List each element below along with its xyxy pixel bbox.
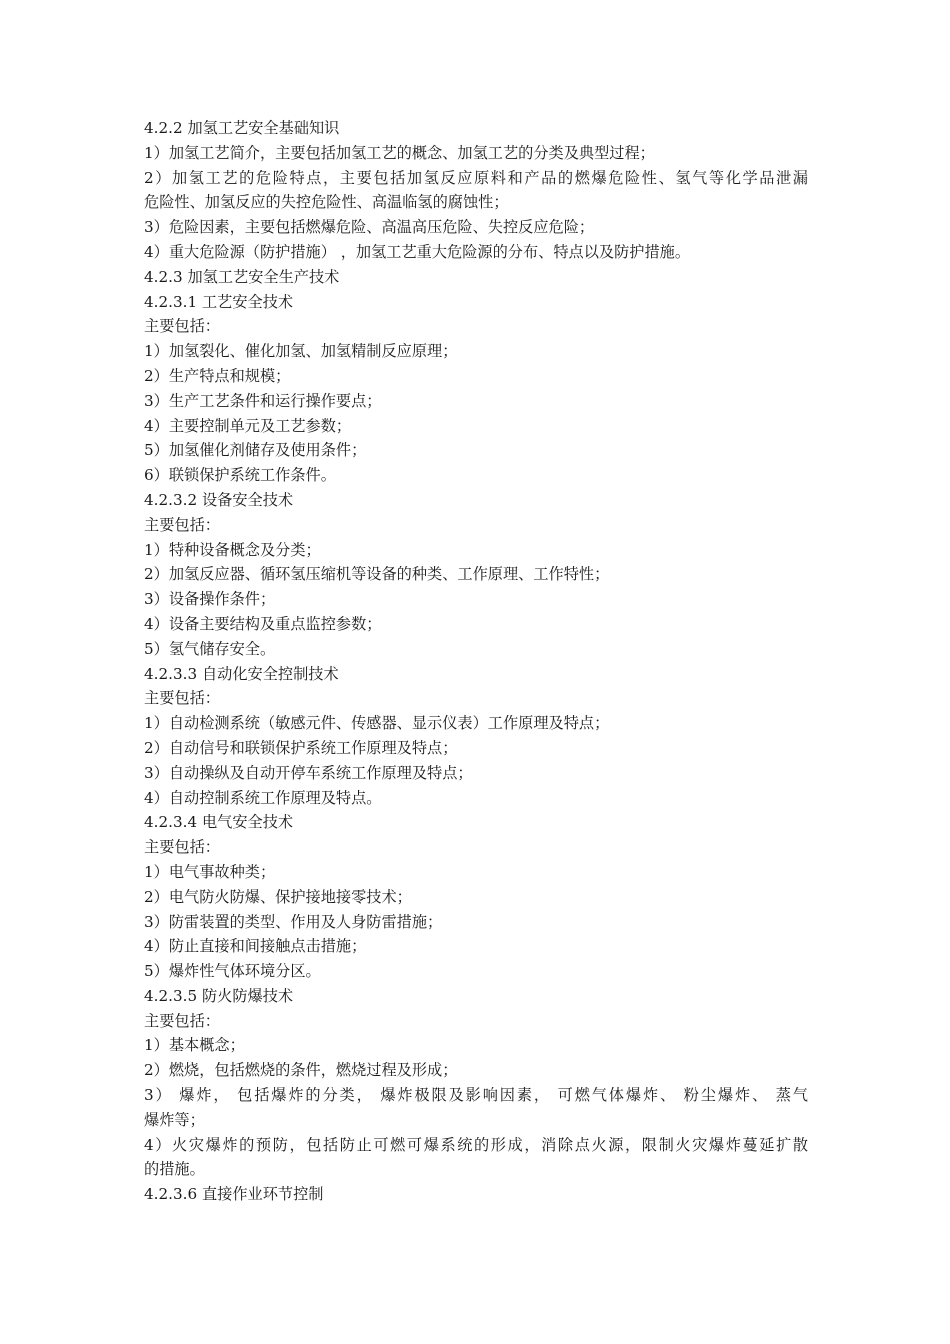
section-heading: 4.2.2 加氢工艺安全基础知识 — [144, 119, 340, 137]
list-item: 3）设备操作条件； — [144, 590, 276, 609]
list-item: 1）加氢裂化、催化加氢、加氢精制反应原理； — [144, 342, 458, 361]
intro-text: 主要包括： — [144, 689, 220, 708]
list-item: 2）燃烧，包括燃烧的条件，燃烧过程及形成； — [144, 1061, 458, 1080]
list-item-continuation: 爆炸等； — [144, 1110, 205, 1129]
list-item: 2）自动信号和联锁保护系统工作原理及特点； — [144, 738, 458, 757]
list-item: 3）危险因素，主要包括燃爆危险、高温高压危险、失控反应危险； — [144, 218, 595, 237]
list-item: 5）氢气储存安全。 — [144, 639, 276, 658]
list-item: 1）电气事故种类； — [144, 862, 276, 881]
list-item: 1）基本概念； — [144, 1036, 245, 1055]
list-item: 1）特种设备概念及分类； — [144, 540, 321, 559]
list-item: 2）生产特点和规模； — [144, 366, 291, 385]
list-item: 1）加氢工艺简介，主要包括加氢工艺的概念、加氢工艺的分类及典型过程； — [144, 143, 655, 162]
list-item: 3）生产工艺条件和运行操作要点； — [144, 391, 382, 410]
document-body — [144, 116, 808, 1207]
list-item: 5）爆炸性气体环境分区。 — [144, 962, 321, 981]
list-item-continuation: 危险性、加氢反应的失控危险性、高温临氢的腐蚀性； — [144, 193, 509, 212]
intro-text: 主要包括： — [144, 515, 220, 534]
intro-text: 主要包括： — [144, 317, 220, 336]
list-item: 3） 爆炸， 包括爆炸的分类， 爆炸极限及影响因素， 可燃气体爆炸、 粉尘爆炸、 蒸气 — [144, 1086, 808, 1105]
list-item: 2）加氢反应器、循环氢压缩机等设备的种类、工作原理、工作特性； — [144, 565, 610, 584]
list-item: 1）自动检测系统（敏感元件、传感器、显示仪表）工作原理及特点； — [144, 714, 610, 733]
list-item: 3）自动操纵及自动开停车系统工作原理及特点； — [144, 763, 473, 782]
list-item: 3）防雷装置的类型、作用及人身防雷措施； — [144, 912, 443, 931]
list-item: 4）防止直接和间接触点击措施； — [144, 937, 367, 956]
subsection-heading: 4.2.3.6 直接作业环节控制 — [144, 1185, 324, 1204]
list-item: 4）自动控制系统工作原理及特点。 — [144, 788, 382, 807]
list-item: 4）重大危险源（防护措施） ，加氢工艺重大危险源的分布、特点以及防护措施。 — [144, 242, 691, 261]
subsection-heading: 4.2.3.5 防火防爆技术 — [144, 986, 294, 1005]
list-item: 6）联锁保护系统工作条件。 — [144, 466, 336, 485]
subsection-heading: 4.2.3.1 工艺安全技术 — [144, 292, 294, 311]
list-item: 5）加氢催化剂储存及使用条件； — [144, 441, 367, 460]
list-item: 4）设备主要结构及重点监控参数； — [144, 614, 382, 633]
subsection-heading: 4.2.3.2 设备安全技术 — [144, 490, 294, 509]
list-item: 2）加氢工艺的危险特点，主要包括加氢反应原料和产品的燃爆危险性、氢气等化学品泄漏 — [144, 168, 808, 187]
intro-text: 主要包括： — [144, 838, 220, 857]
subsection-heading: 4.2.3.4 电气安全技术 — [144, 813, 294, 832]
section-heading: 4.2.3 加氢工艺安全生产技术 — [144, 267, 340, 286]
list-item-continuation: 的措施。 — [144, 1160, 205, 1179]
subsection-heading: 4.2.3.3 自动化安全控制技术 — [144, 664, 339, 683]
intro-text: 主要包括： — [144, 1011, 220, 1030]
list-item: 2）电气防火防爆、保护接地接零技术； — [144, 887, 412, 906]
list-item: 4）火灾爆炸的预防，包括防止可燃可爆系统的形成，消除点火源，限制火灾爆炸蔓延扩散 — [144, 1135, 808, 1154]
list-item: 4）主要控制单元及工艺参数； — [144, 416, 352, 435]
